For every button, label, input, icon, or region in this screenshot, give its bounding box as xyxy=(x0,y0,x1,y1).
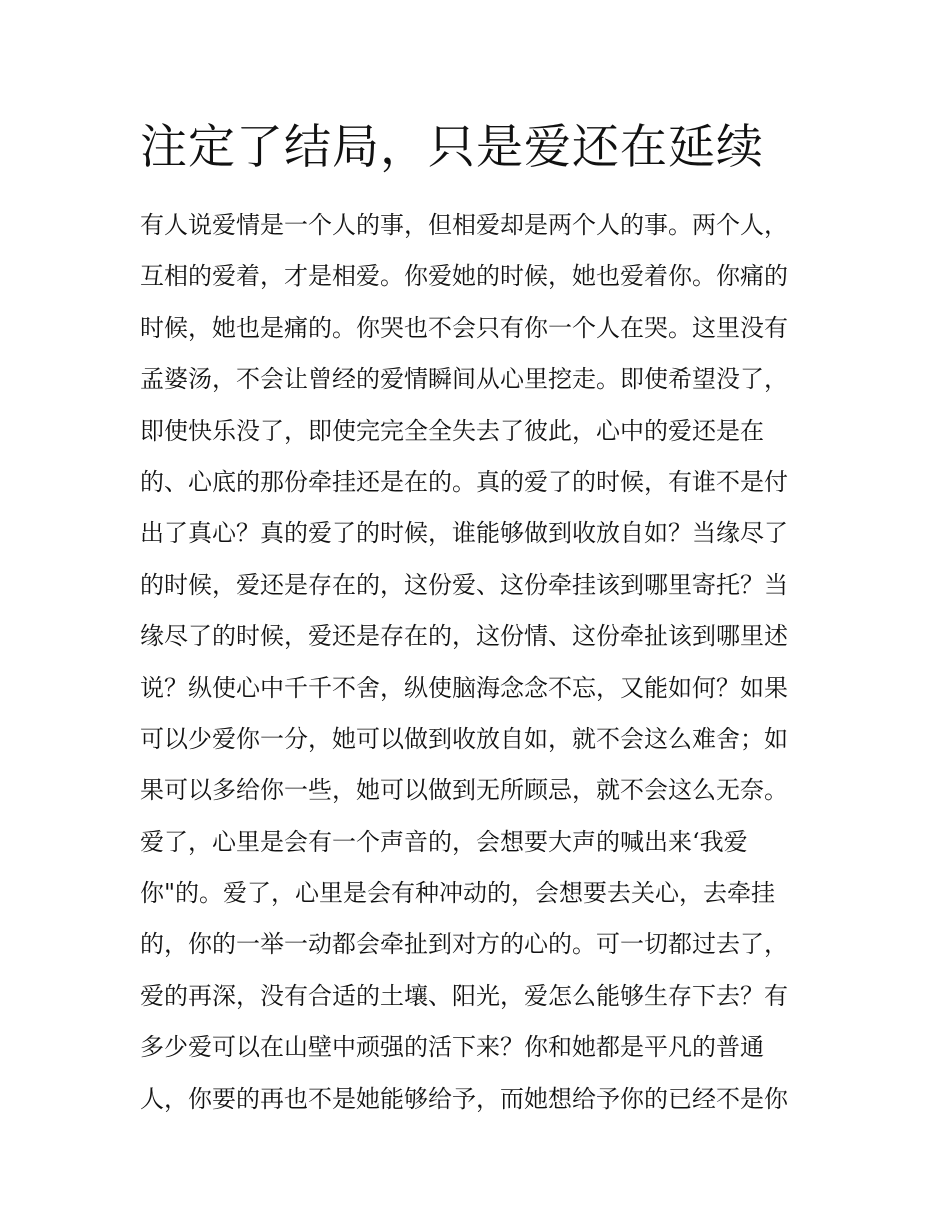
document-title: 注定了结局，只是爱还在延续 xyxy=(140,120,764,175)
body-line: 果可以多给你一些，她可以做到无所顾忌，就不会这么无奈。 xyxy=(140,776,788,805)
body-line: 人，你要的再也不是她能够给予，而她想给予你的已经不是你 xyxy=(140,1084,788,1113)
body-line: 爱的再深，没有合适的土壤、阳光，爱怎么能够生存下去？有 xyxy=(140,981,788,1010)
body-line: 时候，她也是痛的。你哭也不会只有你一个人在哭。这里没有 xyxy=(140,313,788,342)
body-line: 爱了，心里是会有一个声音的，会想要大声的喊出来‘我爱 xyxy=(140,827,748,856)
body-line: 说？纵使心中千千不舍，纵使脑海念念不忘，又能如何？如果 xyxy=(140,673,788,702)
body-line: 出了真心？真的爱了的时候，谁能够做到收放自如？当缘尽了 xyxy=(140,519,788,548)
body-line: 多少爱可以在山壁中顽强的活下来？你和她都是平凡的普通 xyxy=(140,1033,764,1062)
body-line: 可以少爱你一分，她可以做到收放自如，就不会这么难舍；如 xyxy=(140,724,788,753)
body-line: 有人说爱情是一个人的事，但相爱却是两个人的事。两个人， xyxy=(140,211,788,239)
body-line: 互相的爱着，才是相爱。你爱她的时候，她也爱着你。你痛的 xyxy=(140,262,788,291)
body-line: 的，你的一举一动都会牵扯到对方的心的。可一切都过去了， xyxy=(140,930,788,959)
body-line: 即使快乐没了，即使完完全全失去了彼此，心中的爱还是在 xyxy=(140,416,764,445)
document-body xyxy=(140,200,830,1125)
body-line: 的时候，爱还是存在的，这份爱、这份牵挂该到哪里寄托？当 xyxy=(140,570,788,599)
body-line: 你"的。爱了，心里是会有种冲动的，会想要去关心，去牵挂 xyxy=(140,879,776,908)
body-line: 的、心底的那份牵挂还是在的。真的爱了的时候，有谁不是付 xyxy=(140,467,788,496)
body-line: 孟婆汤，不会让曾经的爱情瞬间从心里挖走。即使希望没了， xyxy=(140,365,788,394)
body-line: 缘尽了的时候，爱还是存在的，这份情、这份牵扯该到哪里述 xyxy=(140,622,788,651)
